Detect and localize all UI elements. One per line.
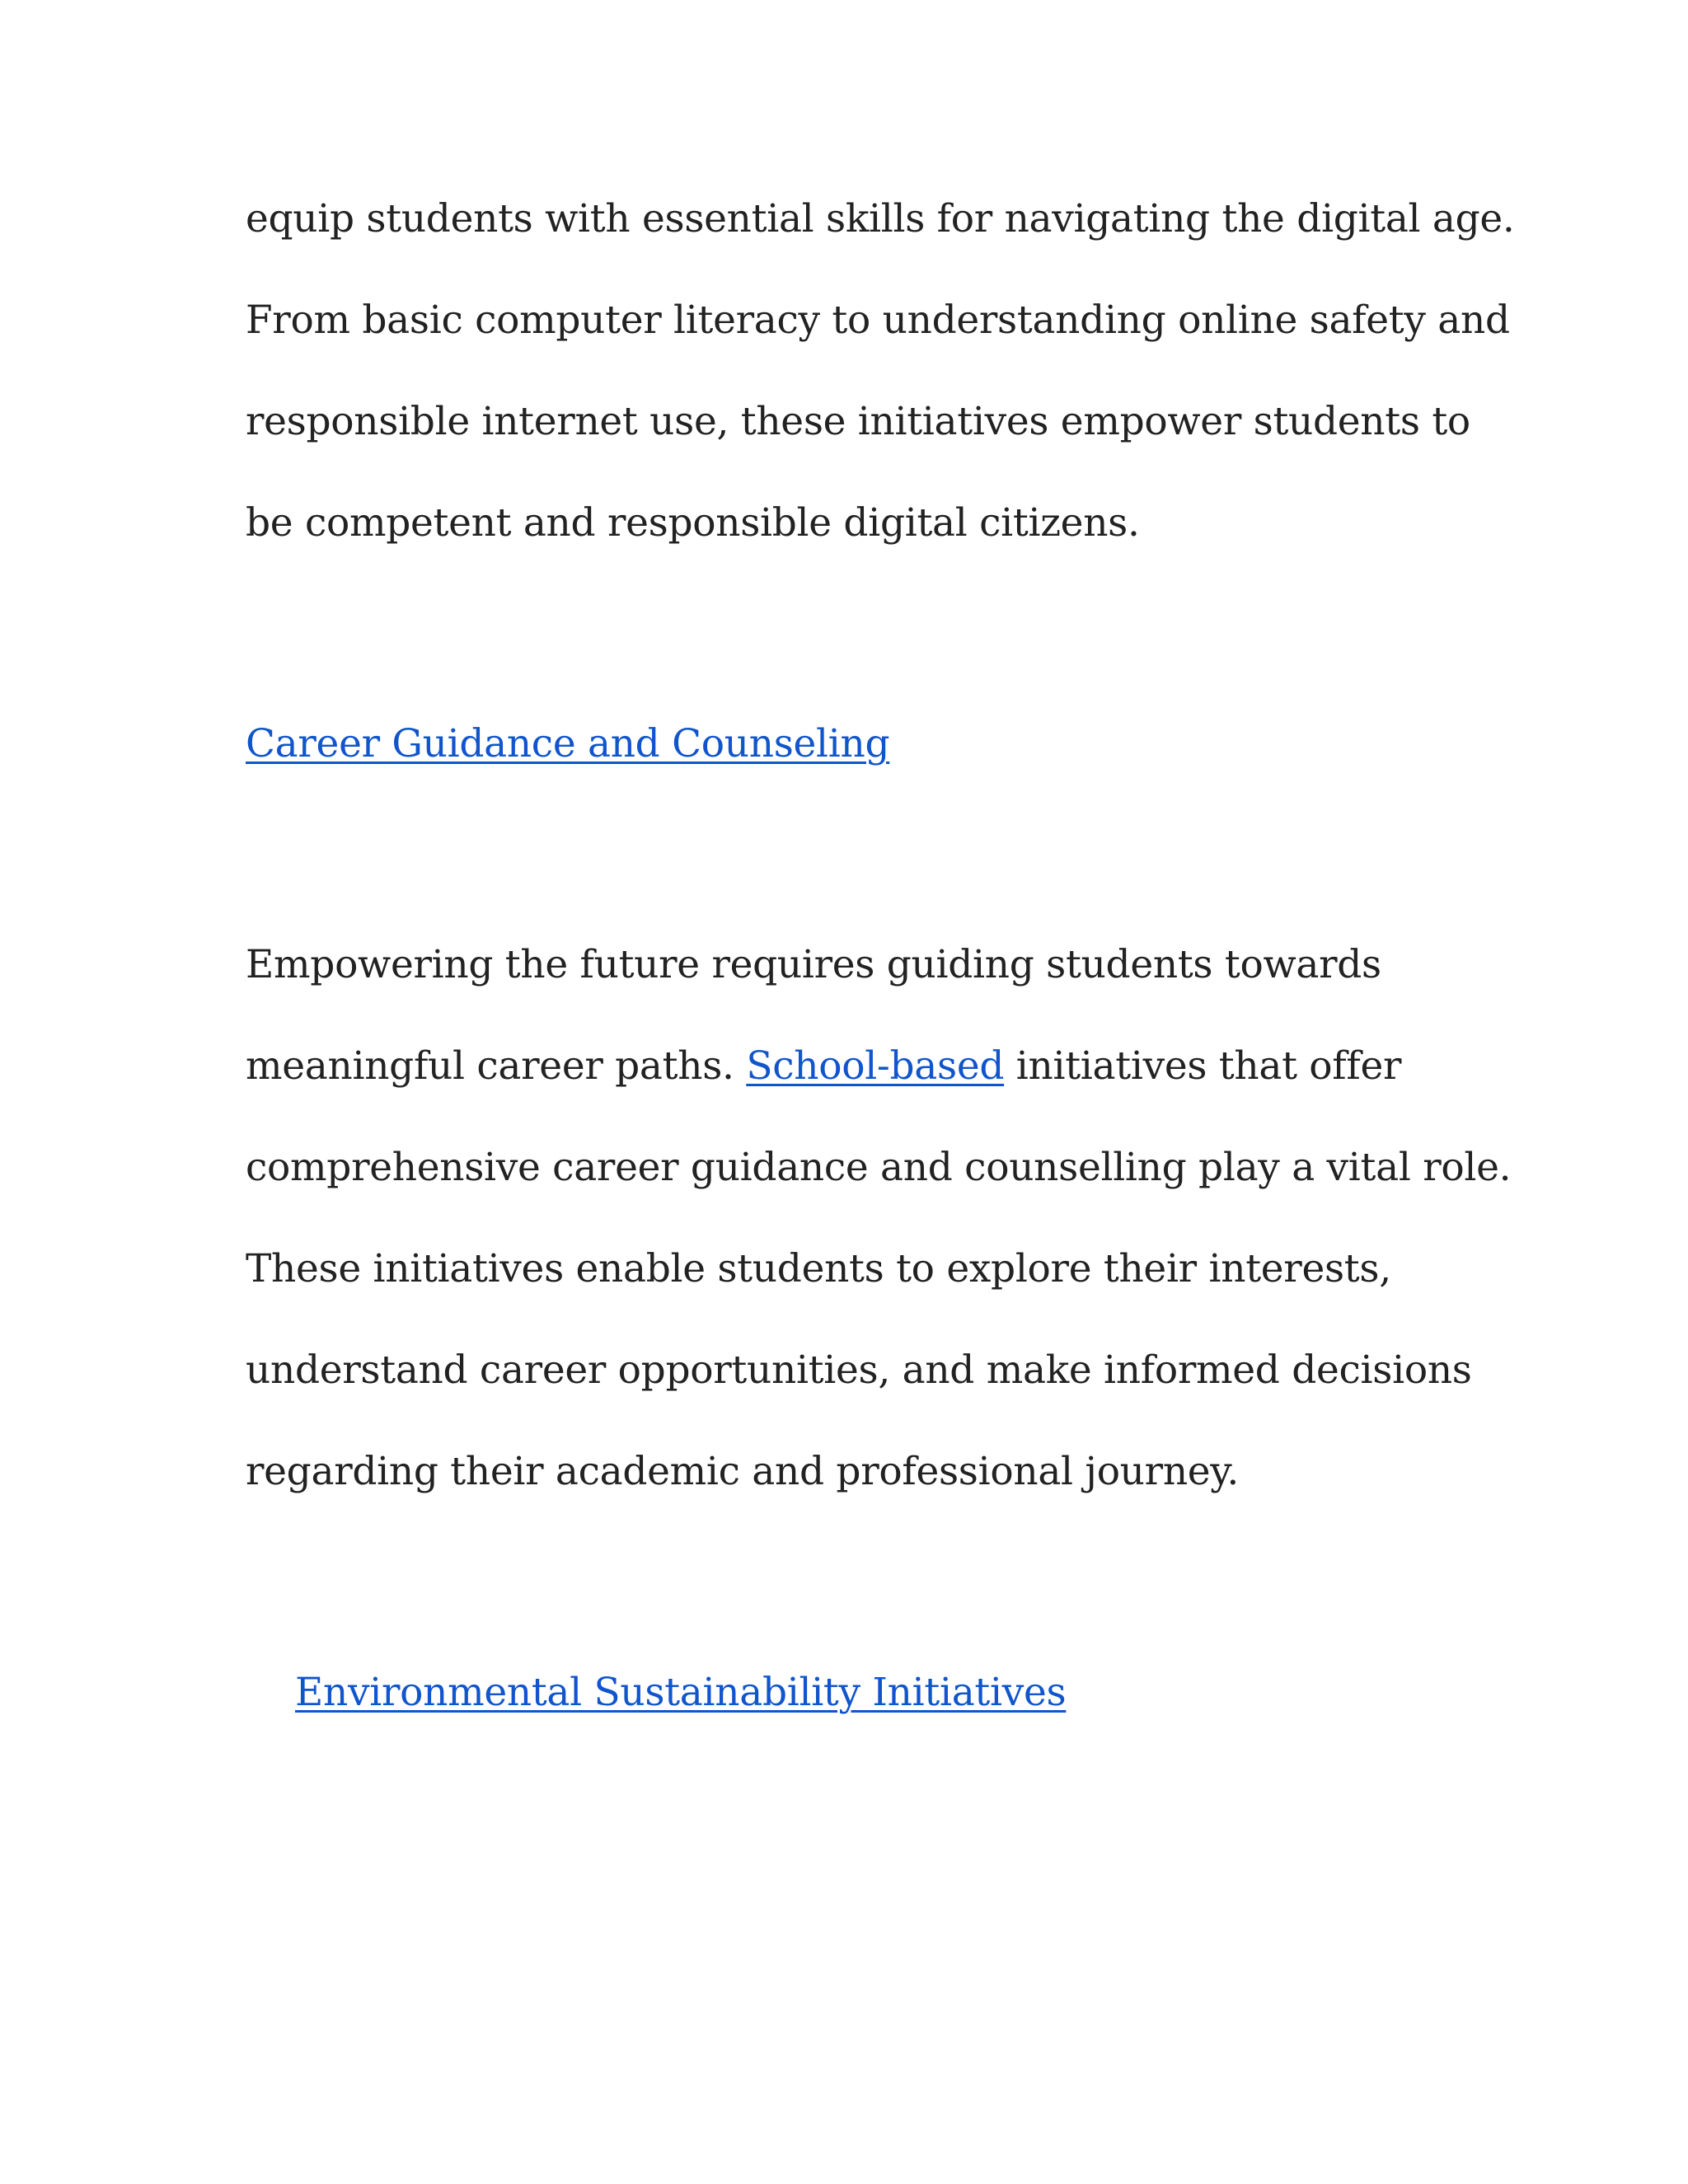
paragraph-line: be competent and responsible digital citizens. bbox=[246, 500, 1140, 546]
school-based-link[interactable]: School-based bbox=[746, 1043, 1005, 1089]
career-guidance-link[interactable]: Career Guidance and Counseling bbox=[246, 721, 890, 766]
text-segment: meaningful career paths. bbox=[246, 1043, 747, 1089]
paragraph-line: These initiatives enable students to explore their interests, bbox=[246, 1246, 1391, 1291]
environmental-sustainability-link[interactable]: Environmental Sustainability Initiatives bbox=[295, 1670, 1067, 1715]
text-segment: initiatives that offer bbox=[1004, 1043, 1402, 1089]
section-heading bbox=[246, 719, 889, 769]
paragraph-line: Empowering the future requires guiding students towards bbox=[246, 942, 1381, 987]
section-heading bbox=[295, 1668, 1066, 1718]
paragraph-line: responsible internet use, these initiatives empower students to bbox=[246, 399, 1470, 444]
paragraph-line: From basic computer literacy to understanding online safety and bbox=[246, 298, 1510, 343]
paragraph-line: equip students with essential skills for navigating the digital age. bbox=[246, 196, 1515, 241]
paragraph-line bbox=[246, 1042, 1401, 1091]
paragraph-line: regarding their academic and professional journey. bbox=[246, 1449, 1239, 1494]
paragraph-line: comprehensive career guidance and counselling play a vital role. bbox=[246, 1145, 1512, 1190]
paragraph-line: understand career opportunities, and make informed decisions bbox=[246, 1347, 1472, 1393]
